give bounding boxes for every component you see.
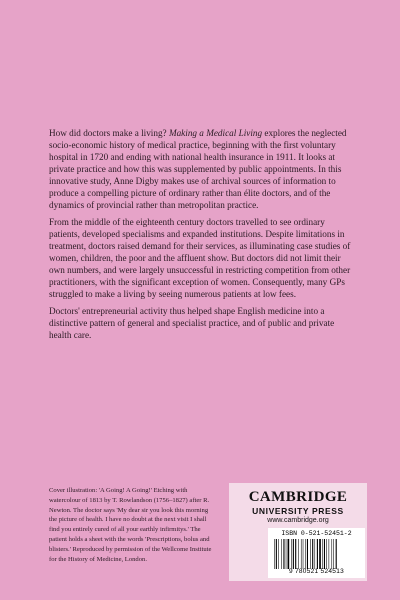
barcode-bar — [278, 539, 279, 569]
barcode-bar — [298, 539, 299, 569]
barcode-bar — [326, 539, 327, 569]
barcode-bar — [310, 539, 311, 569]
barcode-bar — [312, 539, 313, 569]
barcode-bar — [324, 539, 325, 569]
barcode-bar — [301, 539, 302, 569]
back-cover-blurb — [49, 127, 351, 346]
barcode-bar — [283, 539, 284, 569]
barcode-bar — [293, 539, 294, 569]
blurb-paragraph-3: Doctors' entrepreneurial activity thus helped shape English medicine into a distinctive pattern of general and specialist practice, and of public and private health care. — [49, 306, 335, 340]
blurb-paragraph-2: From the middle of the eighteenth century doctors travelled to see ordinary patients, developed specialisms and expanded institutions. Despite limitations in treatment, doctors raised demand for their services, as illuminating case studies of women, children, the poor and the affluent show. But doctors did not limit their own numbers, and were largely unsuccessful in restricting competition from other practitioners, with the significant exception of women. Consequently, many GPs struggled to make a living by seeing numerous patients at low fees. — [49, 217, 351, 299]
barcode-bar — [336, 539, 337, 569]
publisher-name: CAMBRIDGE — [248, 489, 348, 505]
barcode-bar — [317, 539, 318, 569]
barcode-bar — [329, 539, 330, 569]
publisher-panel — [229, 483, 367, 581]
barcode-bar — [281, 539, 282, 569]
barcode-bar — [276, 539, 277, 569]
barcode-bar — [286, 539, 287, 569]
barcode-bar — [307, 539, 308, 569]
barcode-bar — [288, 539, 290, 569]
barcode-bar — [333, 539, 334, 569]
barcode-digits: 9 780521 524513 — [288, 568, 345, 575]
barcode-bar — [295, 539, 296, 569]
barcode-bar — [291, 539, 292, 569]
cover-illustration-credit: Cover illustration: 'A Going! A Going!' Etching with watercolour of 1813 by T. Rowlandson (1756–1827) after R. Newton. The doctor says 'My dear sir you look this morning the picture of health. I have no doubt at the next visit I shall find you entirely cured of all your earthly infirmitys.' The patient holds a sheet with the words 'Prescriptions, bolus and blisters.' Reproduced by permission of the Wellcome Institute for the History of Medicine, London. — [49, 487, 212, 563]
barcode-bar — [319, 539, 321, 569]
isbn-barcode-box — [268, 528, 365, 578]
isbn-label: ISBN 0-521-52451-2 — [281, 530, 352, 537]
publisher-subtitle: UNIVERSITY PRESS — [252, 506, 344, 516]
barcode-bar — [332, 539, 333, 569]
barcode-bar — [322, 539, 323, 569]
publisher-url: www.cambridge.org — [267, 517, 329, 524]
barcode-bar — [315, 539, 316, 569]
blurb-intro-text: How did doctors make a living? — [49, 128, 169, 138]
barcode-image — [273, 539, 360, 569]
barcode-bar — [305, 539, 306, 569]
blurb-paragraph-1 — [49, 127, 351, 211]
barcode-bar — [303, 539, 304, 569]
book-title-text: Making a Medical Living — [168, 128, 263, 138]
barcode-bar — [274, 539, 275, 569]
blurb-body-text: explores the neglected socio-economic history of medical practice, beginning with the first voluntary hospital in 1720 and ending with national health insurance in 1911. It looks at private practice and how this was supplemented by public appointments. In this innovative study, Anne Digby makes use of archival sources of information to produce a compelling picture of ordinary rather than élite doctors, and of the dynamics of provincial rather than metropolitan practice. — [49, 128, 347, 210]
